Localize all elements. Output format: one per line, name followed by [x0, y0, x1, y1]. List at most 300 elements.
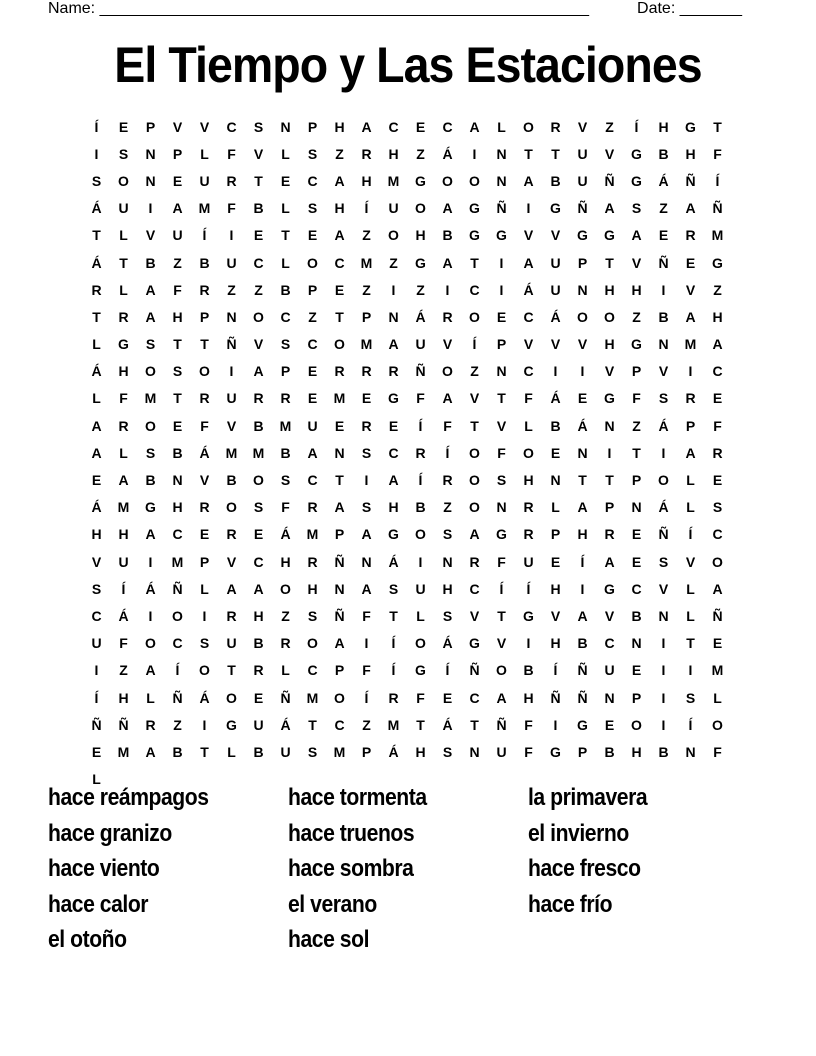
grid-letter: E	[631, 553, 642, 570]
grid-letter: B	[523, 662, 534, 679]
grid-letter: L	[686, 499, 695, 516]
grid-letter: A	[226, 580, 237, 597]
grid-letter: R	[388, 363, 399, 380]
grid-letter: H	[415, 743, 426, 760]
grid-letter: C	[469, 281, 480, 298]
grid-letter: N	[577, 444, 588, 461]
grid-letter: R	[253, 662, 264, 679]
grid-letter: E	[658, 227, 669, 244]
grid-letter: N	[604, 417, 615, 434]
grid-letter: T	[470, 716, 479, 733]
grid-letter: R	[442, 308, 453, 325]
grid-letter: B	[199, 254, 210, 271]
grid-letter: Í	[526, 580, 531, 597]
word-bank-item: el invierno	[528, 819, 629, 847]
grid-letter: T	[92, 227, 101, 244]
grid-letter: B	[145, 254, 156, 271]
grid-letter: L	[119, 281, 128, 298]
grid-letter: E	[550, 444, 561, 461]
grid-letter: Ñ	[712, 607, 723, 624]
grid-letter: O	[469, 472, 480, 489]
grid-letter: N	[685, 743, 696, 760]
grid-letter: U	[523, 553, 534, 570]
grid-letter: V	[658, 580, 669, 597]
word-bank-item: hace granizo	[48, 819, 172, 847]
grid-letter: Í	[391, 662, 396, 679]
grid-letter: R	[334, 363, 345, 380]
grid-letter: Á	[658, 417, 669, 434]
grid-letter: O	[712, 553, 723, 570]
grid-letter: N	[145, 145, 156, 162]
grid-letter: F	[713, 417, 722, 434]
grid-letter: Z	[416, 281, 425, 298]
grid-letter: Á	[415, 308, 426, 325]
grid-letter: C	[712, 526, 723, 543]
grid-letter: T	[605, 254, 614, 271]
grid-letter: Á	[658, 172, 669, 189]
grid-letter: Ñ	[172, 580, 183, 597]
grid-letter: C	[523, 308, 534, 325]
grid-letter: Ñ	[226, 336, 237, 353]
grid-letter: E	[253, 227, 264, 244]
grid-letter: H	[118, 363, 129, 380]
grid-letter: Í	[175, 662, 180, 679]
grid-letter: I	[526, 635, 531, 652]
grid-letter: L	[119, 227, 128, 244]
grid-letter: C	[307, 472, 318, 489]
grid-letter: Z	[119, 662, 128, 679]
grid-letter: Ñ	[280, 689, 291, 706]
grid-letter: O	[199, 363, 210, 380]
grid-letter: V	[550, 336, 561, 353]
grid-letter: Z	[605, 118, 614, 135]
grid-letter: C	[91, 607, 102, 624]
grid-letter: I	[580, 580, 585, 597]
grid-letter: C	[523, 363, 534, 380]
grid-letter: T	[551, 145, 560, 162]
grid-letter: S	[442, 526, 453, 543]
grid-letter: S	[631, 200, 642, 217]
grid-letter: R	[253, 390, 264, 407]
grid-letter: R	[91, 281, 102, 298]
grid-letter: M	[252, 444, 265, 461]
grid-letter: L	[281, 145, 290, 162]
grid-letter: F	[443, 417, 452, 434]
grid-letter: U	[226, 254, 237, 271]
grid-letter: L	[497, 118, 506, 135]
grid-letter: V	[91, 553, 102, 570]
grid-letter: Í	[445, 444, 450, 461]
grid-letter: C	[334, 716, 345, 733]
grid-letter: O	[712, 716, 723, 733]
grid-letter: Ñ	[415, 363, 426, 380]
grid-letter: Í	[553, 662, 558, 679]
grid-letter: I	[607, 444, 612, 461]
grid-letter: O	[199, 662, 210, 679]
grid-letter: M	[387, 716, 400, 733]
grid-letter: Á	[91, 499, 102, 516]
grid-letter: L	[686, 580, 695, 597]
grid-letter: G	[631, 336, 642, 353]
grid-letter: T	[470, 417, 479, 434]
grid-letter: E	[172, 172, 183, 189]
grid-letter: G	[226, 716, 237, 733]
grid-letter: T	[389, 607, 398, 624]
grid-letter: L	[92, 771, 101, 788]
grid-letter: E	[172, 417, 183, 434]
grid-letter: H	[550, 635, 561, 652]
grid-letter: A	[334, 635, 345, 652]
grid-letter: V	[550, 607, 561, 624]
grid-letter: M	[306, 689, 319, 706]
grid-letter: V	[604, 363, 615, 380]
grid-letter: G	[577, 716, 588, 733]
grid-letter: U	[118, 200, 129, 217]
grid-letter: E	[496, 308, 507, 325]
grid-letter: I	[580, 363, 585, 380]
grid-letter: O	[631, 716, 642, 733]
grid-letter: Á	[91, 200, 102, 217]
grid-letter: Í	[94, 689, 99, 706]
grid-letter: B	[658, 308, 669, 325]
grid-letter: T	[497, 390, 506, 407]
grid-letter: H	[280, 553, 291, 570]
grid-letter: C	[172, 635, 183, 652]
grid-letter: I	[472, 145, 477, 162]
grid-letter: T	[173, 336, 182, 353]
grid-letter: P	[685, 417, 696, 434]
word-bank-column-1	[48, 780, 288, 958]
grid-letter: P	[172, 145, 183, 162]
grid-letter: R	[685, 390, 696, 407]
grid-letter: I	[661, 635, 666, 652]
grid-letter: F	[632, 390, 641, 407]
grid-letter: T	[335, 308, 344, 325]
grid-letter: R	[550, 118, 561, 135]
grid-letter: O	[388, 227, 399, 244]
grid-letter: Í	[472, 336, 477, 353]
grid-letter: O	[523, 118, 534, 135]
grid-letter: U	[253, 716, 264, 733]
grid-letter: C	[280, 308, 291, 325]
grid-letter: R	[199, 281, 210, 298]
grid-letter: F	[362, 607, 371, 624]
grid-letter: H	[118, 526, 129, 543]
grid-letter: M	[225, 444, 238, 461]
grid-letter: Z	[713, 281, 722, 298]
grid-letter: L	[119, 444, 128, 461]
grid-letter: E	[685, 254, 696, 271]
grid-letter: I	[148, 200, 153, 217]
grid-letter: E	[307, 390, 318, 407]
grid-letter: Z	[335, 145, 344, 162]
grid-letter: U	[577, 145, 588, 162]
grid-letter: Á	[442, 635, 453, 652]
grid-letter: O	[442, 172, 453, 189]
grid-letter: G	[415, 662, 426, 679]
grid-letter: A	[469, 118, 480, 135]
grid-letter: O	[442, 363, 453, 380]
grid-letter: H	[550, 580, 561, 597]
grid-letter: A	[118, 472, 129, 489]
word-bank-column-3	[528, 780, 768, 922]
grid-letter: H	[415, 227, 426, 244]
grid-letter: C	[631, 580, 642, 597]
grid-letter: A	[91, 417, 102, 434]
grid-letter: N	[496, 363, 507, 380]
grid-letter: Ñ	[550, 689, 561, 706]
grid-letter: E	[253, 526, 264, 543]
grid-letter: I	[364, 635, 369, 652]
grid-letter: T	[200, 336, 209, 353]
grid-letter: E	[334, 281, 345, 298]
grid-letter: G	[118, 336, 129, 353]
grid-letter: L	[551, 499, 560, 516]
grid-letter: G	[496, 526, 507, 543]
grid-letter: H	[631, 281, 642, 298]
grid-letter: R	[118, 308, 129, 325]
grid-letter: G	[685, 118, 696, 135]
grid-letter: B	[253, 635, 264, 652]
grid-letter: Í	[364, 200, 369, 217]
grid-letter: A	[604, 553, 615, 570]
grid-letter: E	[631, 526, 642, 543]
word-search-grid	[83, 113, 732, 793]
grid-letter: P	[631, 363, 642, 380]
grid-letter: N	[334, 444, 345, 461]
grid-letter: E	[415, 118, 426, 135]
grid-letter: Í	[391, 635, 396, 652]
grid-letter: S	[199, 635, 210, 652]
grid-letter: B	[550, 172, 561, 189]
grid-letter: A	[307, 444, 318, 461]
grid-letter: N	[550, 472, 561, 489]
grid-letter: Z	[362, 281, 371, 298]
grid-letter: R	[118, 417, 129, 434]
grid-letter: G	[523, 607, 534, 624]
grid-letter: O	[658, 472, 669, 489]
grid-letter: Ñ	[712, 200, 723, 217]
grid-letter: H	[658, 118, 669, 135]
grid-letter: O	[307, 254, 318, 271]
grid-letter: E	[118, 118, 129, 135]
grid-letter: Í	[445, 662, 450, 679]
grid-letter: R	[685, 227, 696, 244]
grid-letter: M	[711, 662, 724, 679]
grid-letter: R	[280, 390, 291, 407]
grid-letter: O	[226, 689, 237, 706]
grid-letter: L	[281, 200, 290, 217]
grid-letter: Á	[91, 254, 102, 271]
grid-letter: T	[254, 172, 263, 189]
word-bank-column-2	[288, 780, 528, 958]
grid-letter: S	[361, 444, 372, 461]
grid-letter: O	[469, 444, 480, 461]
grid-letter: A	[442, 200, 453, 217]
grid-letter: F	[119, 635, 128, 652]
grid-letter: G	[415, 172, 426, 189]
grid-letter: L	[227, 743, 236, 760]
grid-letter: Í	[94, 118, 99, 135]
grid-letter: Ñ	[685, 172, 696, 189]
grid-letter: T	[524, 145, 533, 162]
grid-letter: V	[145, 227, 156, 244]
grid-letter: P	[199, 308, 210, 325]
grid-letter: G	[604, 227, 615, 244]
grid-letter: S	[658, 553, 669, 570]
grid-letter: S	[145, 444, 156, 461]
grid-letter: V	[496, 417, 507, 434]
grid-letter: F	[713, 145, 722, 162]
name-field-label: Name: _______________________________________________________	[48, 0, 589, 17]
grid-letter: C	[253, 553, 264, 570]
grid-letter: V	[199, 118, 210, 135]
grid-letter: C	[253, 254, 264, 271]
grid-letter: L	[713, 689, 722, 706]
grid-letter: N	[658, 336, 669, 353]
grid-letter: T	[416, 716, 425, 733]
grid-letter: V	[172, 118, 183, 135]
grid-letter: R	[226, 172, 237, 189]
grid-letter: I	[229, 363, 234, 380]
grid-letter: Ñ	[577, 662, 588, 679]
grid-letter: H	[685, 145, 696, 162]
grid-letter: V	[550, 227, 561, 244]
grid-letter: A	[496, 689, 507, 706]
word-bank-item: la primavera	[528, 784, 648, 811]
grid-letter: Á	[550, 308, 561, 325]
grid-letter: H	[604, 336, 615, 353]
grid-letter: A	[334, 172, 345, 189]
grid-letter: T	[578, 472, 587, 489]
grid-letter: B	[577, 635, 588, 652]
grid-letter: Í	[364, 689, 369, 706]
grid-letter: G	[631, 145, 642, 162]
grid-letter: Á	[442, 716, 453, 733]
grid-letter: N	[631, 499, 642, 516]
grid-letter: F	[416, 390, 425, 407]
grid-letter: I	[94, 662, 99, 679]
grid-letter: S	[118, 145, 129, 162]
grid-letter: Ñ	[658, 254, 669, 271]
grid-letter: E	[361, 390, 372, 407]
grid-letter: F	[200, 417, 209, 434]
grid-letter: R	[280, 635, 291, 652]
grid-letter: H	[307, 580, 318, 597]
grid-letter: Í	[202, 227, 207, 244]
grid-letter: U	[415, 580, 426, 597]
grid-letter: A	[145, 281, 156, 298]
grid-letter: P	[550, 526, 561, 543]
grid-letter: B	[172, 444, 183, 461]
grid-letter: U	[172, 227, 183, 244]
grid-letter: I	[661, 281, 666, 298]
grid-letter: R	[442, 472, 453, 489]
grid-letter: R	[145, 716, 156, 733]
grid-letter: P	[361, 743, 372, 760]
grid-letter: S	[307, 200, 318, 217]
grid-letter: R	[523, 526, 534, 543]
grid-letter: S	[685, 689, 696, 706]
date-field-label: Date: _______	[637, 0, 742, 17]
grid-letter: U	[199, 172, 210, 189]
grid-letter: Á	[91, 363, 102, 380]
grid-letter: M	[360, 254, 373, 271]
grid-letter: R	[415, 444, 426, 461]
grid-letter: L	[416, 607, 425, 624]
grid-letter: Z	[389, 254, 398, 271]
grid-letter: A	[253, 363, 264, 380]
grid-letter: R	[523, 499, 534, 516]
word-bank-item: hace truenos	[288, 819, 415, 847]
grid-letter: O	[118, 172, 129, 189]
grid-letter: A	[631, 227, 642, 244]
grid-letter: S	[280, 472, 291, 489]
grid-letter: O	[469, 172, 480, 189]
grid-letter: S	[307, 145, 318, 162]
grid-letter: B	[280, 281, 291, 298]
grid-letter: V	[604, 607, 615, 624]
grid-letter: Á	[388, 553, 399, 570]
grid-letter: I	[661, 662, 666, 679]
grid-letter: N	[388, 308, 399, 325]
grid-letter: V	[253, 145, 264, 162]
grid-letter: E	[550, 553, 561, 570]
grid-letter: C	[604, 635, 615, 652]
grid-letter: A	[361, 526, 372, 543]
grid-letter: I	[688, 363, 693, 380]
grid-letter: H	[388, 499, 399, 516]
grid-letter: M	[171, 553, 184, 570]
grid-letter: Á	[118, 607, 129, 624]
grid-letter: O	[253, 308, 264, 325]
grid-letter: F	[227, 145, 236, 162]
grid-letter: E	[712, 390, 723, 407]
grid-letter: H	[712, 308, 723, 325]
grid-letter: R	[361, 363, 372, 380]
word-bank-item: hace frío	[528, 890, 613, 918]
grid-letter: A	[145, 743, 156, 760]
grid-letter: T	[605, 472, 614, 489]
grid-letter: M	[279, 417, 292, 434]
grid-letter: O	[604, 308, 615, 325]
grid-letter: Ñ	[334, 553, 345, 570]
grid-letter: A	[712, 336, 723, 353]
grid-letter: G	[415, 254, 426, 271]
grid-letter: I	[148, 607, 153, 624]
grid-letter: R	[307, 499, 318, 516]
grid-letter: M	[117, 499, 130, 516]
grid-letter: A	[145, 526, 156, 543]
grid-letter: Z	[443, 499, 452, 516]
grid-letter: B	[658, 145, 669, 162]
grid-letter: Ñ	[496, 716, 507, 733]
grid-letter: P	[631, 689, 642, 706]
grid-letter: I	[445, 281, 450, 298]
grid-letter: C	[226, 118, 237, 135]
grid-letter: T	[308, 716, 317, 733]
grid-letter: V	[577, 118, 588, 135]
grid-letter: H	[91, 526, 102, 543]
grid-letter: V	[577, 336, 588, 353]
grid-letter: A	[523, 254, 534, 271]
grid-letter: U	[415, 336, 426, 353]
grid-letter: C	[712, 363, 723, 380]
grid-letter: F	[524, 390, 533, 407]
grid-letter: Z	[632, 417, 641, 434]
grid-letter: U	[550, 281, 561, 298]
grid-letter: S	[388, 580, 399, 597]
